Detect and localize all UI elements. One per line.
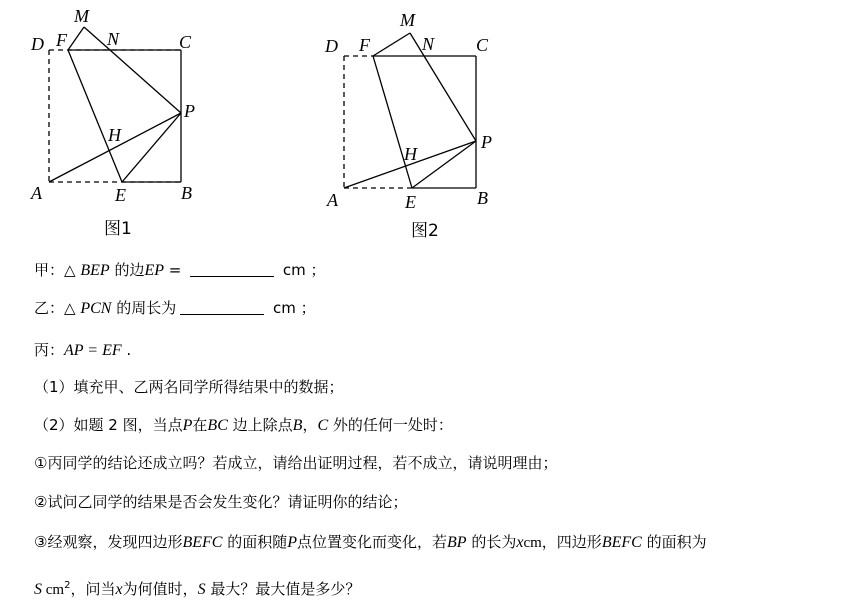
geometry-figures: [0, 0, 861, 250]
fig1-label-h: H: [108, 125, 121, 145]
fig1-segment-fe: [68, 50, 122, 182]
fig1-label-a: A: [31, 183, 42, 203]
statement-jia: 甲：△ BEP 的边EP = cm ；: [34, 261, 326, 279]
statement-bing: 丙：AP = EF .: [34, 341, 132, 359]
fig1-label-m: M: [74, 6, 89, 26]
fig1-label-n: N: [107, 29, 120, 49]
fig2-label-d: D: [325, 36, 338, 56]
fig2-segment-fe: [373, 56, 412, 188]
fig2-label-e: E: [405, 192, 416, 212]
figure-2: [344, 33, 476, 188]
fig2-segment-mp: [410, 33, 476, 141]
fig1-label-b: B: [181, 183, 192, 203]
fig2-label-p: P: [481, 132, 492, 152]
figure-1-labels: [30, 6, 195, 205]
fig2-label-b: B: [477, 188, 488, 208]
question-1: （1）填充甲、乙两名同学所得结果中的数据；: [34, 378, 344, 396]
fig1-segment-ap: [49, 113, 181, 182]
figure-1: [49, 27, 181, 182]
question-2-part-2: ②试问乙同学的结果是否会发生变化？请证明你的结论；: [34, 493, 408, 511]
fig1-label-c: C: [179, 32, 192, 52]
fig1-label-e: E: [115, 185, 126, 205]
fig1-caption: 图1: [104, 219, 132, 239]
question-2: （2）如题 2 图，当点P在BC 边上除点B，C 外的任何一处时：: [34, 416, 453, 434]
fig2-label-a: A: [327, 190, 338, 210]
fig2-label-h: H: [404, 144, 417, 164]
question-2-part-3-continued: S $cm^2$，问当x为何值时，S 最大？最大值是多少？: [34, 580, 361, 598]
fig1-label-d: D: [31, 34, 44, 54]
fig2-label-f: F: [359, 35, 370, 55]
fig1-label-p: P: [184, 101, 195, 121]
question-2-part-3: ③经观察，发现四边形BEFC 的面积随P点位置变化而变化，若BP 的长为xcm，四边形BEFC 的面积为: [34, 533, 707, 551]
answer-blank-yi[interactable]: [180, 300, 264, 315]
figure-2-labels: [324, 10, 492, 212]
fig2-label-c: C: [476, 35, 489, 55]
fig1-segment-ep: [122, 113, 181, 182]
fig2-caption: 图2: [411, 221, 439, 241]
fig2-segment-ep: [412, 141, 476, 188]
question-2-part-1: ①丙同学的结论还成立吗？若成立，请给出证明过程，若不成立，请说明理由；: [34, 454, 558, 472]
statement-yi: 乙：△ PCN 的周长为 cm ；: [34, 299, 316, 317]
fig1-label-f: F: [56, 30, 67, 50]
fig1-segment-mp: [84, 27, 181, 113]
fig2-segment-fm: [373, 33, 410, 56]
fig1-segment-fm: [68, 27, 84, 50]
fig2-label-n: N: [422, 34, 435, 54]
answer-blank-jia[interactable]: [190, 262, 274, 277]
fig2-label-m: M: [400, 10, 415, 30]
